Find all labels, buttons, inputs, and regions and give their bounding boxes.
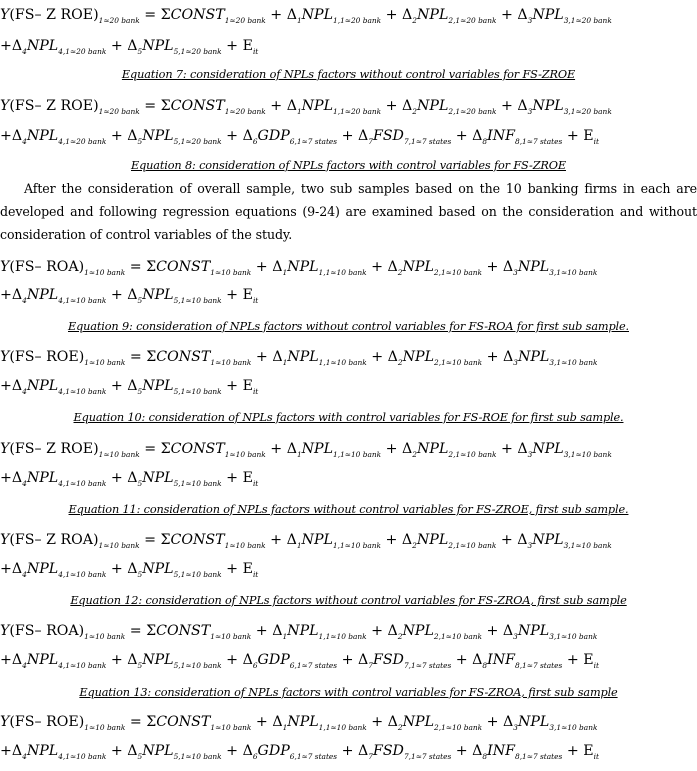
error-term: E: [242, 38, 253, 54]
delta-symbol: Δ: [11, 128, 23, 144]
variable: NPL: [26, 287, 59, 303]
delta-symbol: Δ: [517, 532, 528, 548]
dependent-variable: (FS– ROA): [9, 259, 85, 275]
y-symbol: Y: [0, 714, 10, 730]
variable-subscript: 1,1≈10 bank: [318, 358, 367, 367]
sigma-symbol: Σ: [146, 623, 157, 639]
variable: NPL: [287, 623, 319, 639]
variable-subscript: 3,1≈10 bank: [563, 541, 612, 550]
coef-index: 4: [22, 387, 27, 396]
equation-7-line-1: Y(FS– Z $ROE)_{1\approx 20 bank}$ = $\Sigma CONST_{1\approx 20 bank} + \Delta_1NPL_{1,1\approx 20 bank} + \Delta_2NPL_{2,1\approx 20 bank} + \Delta_3NPL_{3,1\approx 20 bank}$: [0, 7, 612, 25]
delta-symbol: Δ: [272, 623, 283, 639]
coef-index: 3: [513, 632, 518, 641]
delta-symbol: Δ: [517, 98, 528, 114]
variable-subscript: 4,1≈10 bank: [58, 570, 107, 579]
variable: NPL: [287, 259, 319, 275]
variable-subscript: 7,1≈7 states: [403, 752, 452, 761]
coef-index: 1: [282, 268, 288, 277]
error-term: E: [583, 128, 594, 144]
variable: NPL: [532, 441, 564, 457]
variable-subscript: 3,1≈10 bank: [563, 450, 612, 459]
coef-index: 1: [282, 632, 288, 641]
equation-9-line-1: Y(FS– $ROA)_{1\approx 10 bank}$ = $\Sigma CONST_{1\approx 10 bank} + \Delta_1NPL_{1,1\approx 10 bank} + \Delta_2NPL_{2,1\approx 10 bank} + \Delta_3NPL_{3,1\approx 10 bank}$: [0, 259, 598, 277]
coef-index: 4: [22, 752, 27, 761]
y-symbol: Y: [0, 532, 10, 548]
equation-8-caption: Equation 8: consideration of NPLs factors with control variables for FS-ZROE: [131, 159, 566, 172]
variable-subscript: 4,1≈20 bank: [58, 137, 107, 146]
const-term: CONST: [156, 714, 211, 730]
delta-symbol: Δ: [517, 441, 528, 457]
coef-index: 7: [368, 137, 373, 146]
delta-symbol: Δ: [358, 652, 369, 668]
coef-index: 5: [137, 570, 143, 579]
variable: NPL: [301, 98, 334, 114]
variable-subscript: 4,1≈10 bank: [58, 479, 107, 488]
coef-index: 6: [252, 752, 258, 761]
error-subscript: it: [593, 661, 599, 670]
delta-symbol: Δ: [127, 743, 138, 759]
coef-index: 4: [22, 137, 27, 146]
delta-symbol: Δ: [517, 7, 528, 23]
variable: NPL: [26, 128, 59, 144]
variable: NPL: [301, 532, 333, 548]
coef-index: 5: [137, 752, 143, 761]
delta-symbol: Δ: [127, 378, 138, 394]
error-term: E: [242, 287, 253, 303]
const-subscript: 1≈20 bank: [224, 16, 266, 25]
coef-index: 2: [412, 107, 417, 116]
sigma-symbol: Σ: [160, 98, 171, 114]
variable: FSD: [372, 743, 404, 759]
variable-subscript: 7,1≈7 states: [403, 137, 452, 146]
equation-10-caption: Equation 10: consideration of NPLs factors with control variables for FS-ROE for first sub sample.: [73, 411, 624, 424]
dependent-subscript: 1≈10 bank: [98, 450, 140, 459]
coef-index: 8: [482, 137, 488, 146]
variable-subscript: 8,1≈7 states: [515, 752, 563, 761]
variable: NPL: [532, 98, 564, 114]
variable-subscript: 2,1≈10 bank: [433, 268, 482, 277]
equation-7-line-2: $+\Delta_4NPL_{4,1\approx 20 bank} + \Delta_5NPL_{5,1\approx 20 bank} + E_{it}$: [0, 38, 259, 56]
error-term: E: [583, 743, 594, 759]
coef-index: 5: [137, 661, 143, 670]
delta-symbol: Δ: [502, 259, 514, 275]
variable-subscript: 3,1≈10 bank: [549, 358, 598, 367]
variable-subscript: 1,1≈20 bank: [333, 16, 382, 25]
variable-subscript: 5,1≈10 bank: [173, 479, 222, 488]
variable: NPL: [142, 652, 174, 668]
coef-index: 3: [527, 541, 533, 550]
delta-symbol: Δ: [242, 128, 253, 144]
dependent-variable: (FS– Z ROA): [9, 532, 99, 548]
variable-subscript: 3,1≈10 bank: [549, 632, 598, 641]
delta-symbol: Δ: [127, 38, 138, 54]
coef-index: 1: [296, 541, 302, 550]
coef-index: 3: [513, 268, 518, 277]
variable: NPL: [416, 441, 449, 457]
variable-subscript: 6,1≈7 states: [289, 661, 338, 670]
delta-symbol: Δ: [11, 38, 23, 54]
error-term: E: [242, 470, 253, 486]
coef-index: 2: [397, 632, 403, 641]
variable: NPL: [26, 561, 59, 577]
body-paragraph: [0, 177, 697, 246]
variable: FSD: [372, 128, 404, 144]
delta-symbol: Δ: [358, 128, 369, 144]
coef-index: 2: [412, 16, 417, 25]
y-symbol: Y: [0, 259, 10, 275]
variable-subscript: 1,1≈20 bank: [333, 107, 382, 116]
error-subscript: it: [252, 296, 259, 305]
coef-index: 1: [296, 107, 302, 116]
delta-symbol: Δ: [472, 652, 483, 668]
coef-index: 5: [137, 47, 143, 56]
coef-index: 3: [527, 16, 533, 25]
variable: NPL: [416, 532, 449, 548]
variable-subscript: 2,1≈20 bank: [448, 16, 497, 25]
error-subscript: it: [593, 137, 599, 146]
coef-index: 4: [22, 479, 27, 488]
delta-symbol: Δ: [387, 714, 398, 730]
variable-subscript: 1,1≈10 bank: [318, 632, 367, 641]
variable-subscript: 5,1≈20 bank: [173, 47, 222, 56]
equation-7-caption: Equation 7: consideration of NPLs factors without control variables for FS-ZROE: [121, 68, 576, 81]
variable-subscript: 5,1≈10 bank: [173, 661, 222, 670]
dependent-variable: (FS– ROA): [9, 623, 85, 639]
const-term: CONST: [156, 623, 211, 639]
variable-subscript: 5,1≈20 bank: [173, 137, 222, 146]
variable: NPL: [26, 470, 59, 486]
sigma-symbol: Σ: [160, 7, 171, 23]
const-term: CONST: [170, 98, 225, 114]
coef-index: 4: [22, 47, 27, 56]
variable: NPL: [142, 378, 174, 394]
error-term: E: [242, 378, 253, 394]
variable-subscript: 8,1≈7 states: [515, 661, 563, 670]
dependent-variable: (FS– ROE): [9, 349, 85, 365]
coef-index: 8: [482, 661, 488, 670]
coef-index: 2: [397, 358, 403, 367]
variable-subscript: 8,1≈7 states: [515, 137, 563, 146]
variable: NPL: [517, 349, 550, 365]
delta-symbol: Δ: [502, 623, 514, 639]
variable: NPL: [142, 743, 174, 759]
const-subscript: 1≈10 bank: [210, 358, 252, 367]
dependent-subscript: 1≈10 bank: [84, 268, 126, 277]
delta-symbol: Δ: [11, 287, 23, 303]
delta-symbol: Δ: [11, 561, 23, 577]
coef-index: 3: [513, 723, 518, 732]
coef-index: 1: [282, 723, 288, 732]
delta-symbol: Δ: [286, 98, 297, 114]
y-symbol: Y: [0, 349, 10, 365]
dependent-variable: (FS– Z ROE): [9, 98, 99, 114]
const-subscript: 1≈10 bank: [224, 541, 266, 550]
equation-13-line-2: $+\Delta_4NPL_{4,1\approx 10 bank} + \Delta_5NPL_{5,1\approx 10 bank} + \Delta_6GDP_{6,1\approx 7 states} + \Delta_7FSD_{7,1\approx 7 states} + \Delta_8INF_{8,1\approx 7 states} + E_{it}$: [0, 652, 599, 670]
error-subscript: it: [593, 752, 599, 761]
variable: NPL: [26, 38, 59, 54]
dependent-subscript: 1≈20 bank: [98, 107, 140, 116]
delta-symbol: Δ: [272, 714, 283, 730]
variable-subscript: 4,1≈10 bank: [58, 296, 107, 305]
equation-11-line-1: Y(FS– Z $ROE)_{1\approx 10 bank}$ = $\Sigma CONST_{1\approx 10 bank} + \Delta_1NPL_{1,1\approx 10 bank} + \Delta_2NPL_{2,1\approx 10 bank} + \Delta_3NPL_{3,1\approx 10 bank}$: [0, 441, 612, 459]
delta-symbol: Δ: [402, 98, 413, 114]
sigma-symbol: Σ: [146, 714, 157, 730]
variable: NPL: [142, 38, 174, 54]
variable-subscript: 1,1≈10 bank: [333, 450, 382, 459]
coef-index: 4: [22, 296, 27, 305]
variable-subscript: 2,1≈10 bank: [433, 632, 482, 641]
variable: NPL: [26, 743, 59, 759]
variable-subscript: 7,1≈7 states: [403, 661, 452, 670]
delta-symbol: Δ: [127, 470, 138, 486]
const-subscript: 1≈20 bank: [224, 107, 266, 116]
const-term: CONST: [156, 259, 211, 275]
delta-symbol: Δ: [402, 7, 413, 23]
delta-symbol: Δ: [358, 743, 369, 759]
coef-index: 8: [482, 752, 488, 761]
delta-symbol: Δ: [127, 128, 138, 144]
sigma-symbol: Σ: [160, 441, 171, 457]
delta-symbol: Δ: [242, 743, 253, 759]
equation-12-line-1: Y(FS– Z $ROA)_{1\approx 10 bank}$ = $\Sigma CONST_{1\approx 10 bank} + \Delta_1NPL_{1,1\approx 10 bank} + \Delta_2NPL_{2,1\approx 10 bank} + \Delta_3NPL_{3,1\approx 10 bank}$: [0, 532, 612, 550]
coef-index: 7: [368, 752, 373, 761]
equation-13-caption: Equation 13: consideration of NPLs factors with control variables for FS-ZROA, first sub sample: [79, 686, 618, 699]
error-subscript: it: [252, 387, 259, 396]
const-term: CONST: [156, 349, 211, 365]
coef-index: 2: [412, 450, 417, 459]
variable: NPL: [26, 378, 59, 394]
variable-subscript: 1,1≈10 bank: [332, 541, 381, 550]
y-symbol: Y: [0, 623, 10, 639]
coef-index: 4: [22, 570, 27, 579]
dependent-variable: (FS– Z ROE): [9, 441, 99, 457]
y-symbol: Y: [0, 441, 10, 457]
coef-index: 3: [527, 450, 533, 459]
variable-subscript: 2,1≈10 bank: [448, 450, 497, 459]
delta-symbol: Δ: [503, 349, 514, 365]
coef-index: 5: [137, 296, 143, 305]
coef-index: 5: [137, 479, 143, 488]
equation-10-line-2: $+\Delta_4NPL_{4,1\approx 10 bank} + \Delta_5NPL_{5,1\approx 10 bank} + E_{it}$: [0, 378, 259, 396]
y-symbol: Y: [0, 7, 10, 23]
error-subscript: it: [252, 570, 259, 579]
y-symbol: Y: [0, 98, 10, 114]
error-subscript: it: [252, 47, 259, 56]
coef-index: 2: [397, 268, 403, 277]
coef-index: 5: [137, 137, 143, 146]
equation-9-caption: Equation 9: consideration of NPLs factors without control variables for FS-ROA for first sub sample.: [68, 320, 629, 333]
delta-symbol: Δ: [503, 714, 514, 730]
delta-symbol: Δ: [11, 652, 23, 668]
const-subscript: 1≈10 bank: [210, 632, 252, 641]
equation-12-line-2: $+\Delta_4NPL_{4,1\approx 10 bank} + \Delta_5NPL_{5,1\approx 10 bank} + E_{it}$: [0, 561, 259, 579]
variable-subscript: 3,1≈10 bank: [549, 723, 598, 732]
dependent-variable: (FS– ROE): [9, 714, 85, 730]
delta-symbol: Δ: [401, 532, 413, 548]
coef-index: 6: [252, 661, 258, 670]
delta-symbol: Δ: [387, 259, 398, 275]
variable: NPL: [142, 470, 174, 486]
delta-symbol: Δ: [11, 470, 23, 486]
coef-index: 1: [296, 450, 302, 459]
variable: NPL: [301, 7, 334, 23]
coef-index: 1: [282, 358, 288, 367]
variable: GDP: [257, 652, 290, 668]
error-term: E: [242, 561, 253, 577]
delta-symbol: Δ: [127, 287, 138, 303]
delta-symbol: Δ: [472, 128, 483, 144]
sigma-symbol: Σ: [160, 532, 171, 548]
dependent-variable: (FS– Z ROE): [9, 7, 99, 23]
delta-symbol: Δ: [127, 652, 138, 668]
delta-symbol: Δ: [387, 623, 398, 639]
coef-index: 2: [412, 541, 417, 550]
equation-8-line-1: Y(FS– Z $ROE)_{1\approx 20 bank}$ = $\Sigma CONST_{1\approx 20 bank} + \Delta_1NPL_{1,1\approx 20 bank} + \Delta_2NPL_{2,1\approx 20 bank} + \Delta_3NPL_{3,1\approx 20 bank}$: [0, 98, 612, 116]
coef-index: 4: [22, 661, 27, 670]
variable-subscript: 3,1≈20 bank: [563, 107, 612, 116]
equation-9-line-2: $+\Delta_4NPL_{4,1\approx 10 bank} + \Delta_5NPL_{5,1\approx 10 bank} + E_{it}$: [0, 287, 259, 305]
variable-subscript: 4,1≈10 bank: [58, 387, 107, 396]
variable-subscript: 1,1≈10 bank: [318, 268, 367, 277]
equation-8-line-2: $+\Delta_4NPL_{4,1\approx 20 bank} + \Delta_5NPL_{5,1\approx 20 bank} + \Delta_6GDP_{6,1\approx 7 states} + \Delta_7FSD_{7,1\approx 7 states} + \Delta_8INF_{8,1\approx 7 states} + E_{it}$: [0, 128, 599, 146]
variable: FSD: [372, 652, 404, 668]
variable-subscript: 2,1≈10 bank: [434, 723, 483, 732]
variable: NPL: [402, 349, 435, 365]
equation-12-caption: Equation 12: consideration of NPLs factors without control variables for FS-ZROA, first sub sample: [70, 594, 627, 607]
delta-symbol: Δ: [286, 532, 297, 548]
const-term: CONST: [170, 7, 225, 23]
delta-symbol: Δ: [286, 441, 297, 457]
variable: NPL: [532, 7, 564, 23]
equation-13-line-1: Y(FS– $ROA)_{1\approx 10 bank}$ = $\Sigma CONST_{1\approx 10 bank} + \Delta_1NPL_{1,1\approx 10 bank} + \Delta_2NPL_{2,1\approx 10 bank} + \Delta_3NPL_{3,1\approx 10 bank}$: [0, 623, 598, 641]
variable: NPL: [416, 7, 449, 23]
variable-subscript: 5,1≈10 bank: [173, 752, 222, 761]
variable: NPL: [517, 714, 550, 730]
const-term: CONST: [170, 532, 225, 548]
variable-subscript: 4,1≈10 bank: [58, 661, 107, 670]
delta-symbol: Δ: [11, 378, 23, 394]
variable-subscript: 2,1≈10 bank: [434, 358, 483, 367]
variable: GDP: [257, 128, 290, 144]
variable-subscript: 4,1≈20 bank: [58, 47, 107, 56]
paragraph-text: After the consideration of overall sample, two sub samples based on the 10 banking firms in each are developed and following regression equations (9-24) are examined based on the consideration and without consideration of control variables of the study.: [0, 181, 697, 242]
variable-subscript: 3,1≈10 bank: [549, 268, 598, 277]
delta-symbol: Δ: [127, 561, 138, 577]
dependent-subscript: 1≈10 bank: [98, 541, 140, 550]
delta-symbol: Δ: [272, 349, 283, 365]
variable-subscript: 3,1≈20 bank: [563, 16, 612, 25]
dependent-subscript: 1≈10 bank: [84, 723, 126, 732]
variable: NPL: [142, 561, 174, 577]
equation-14-line-2: $+\Delta_4NPL_{4,1\approx 10 bank} + \Delta_5NPL_{5,1\approx 10 bank} + \Delta_6GDP_{6,1\approx 7 states} + \Delta_7FSD_{7,1\approx 7 states} + \Delta_8INF_{8,1\approx 7 states} + E_{it}$: [0, 743, 599, 761]
sigma-symbol: Σ: [146, 349, 157, 365]
const-subscript: 1≈10 bank: [210, 723, 252, 732]
variable-subscript: 2,1≈20 bank: [448, 107, 497, 116]
equation-11-caption: Equation 11: consideration of NPLs factors without control variables for FS-ZROE, first sub sample.: [68, 503, 629, 516]
variable-subscript: 5,1≈10 bank: [173, 387, 222, 396]
dependent-subscript: 1≈20 bank: [98, 16, 140, 25]
variable: NPL: [287, 349, 319, 365]
variable: NPL: [402, 714, 435, 730]
dependent-subscript: 1≈10 bank: [84, 358, 126, 367]
variable: NPL: [402, 259, 434, 275]
variable-subscript: 2,1≈10 bank: [448, 541, 497, 550]
variable-subscript: 6,1≈7 states: [289, 137, 338, 146]
delta-symbol: Δ: [272, 259, 283, 275]
delta-symbol: Δ: [11, 743, 23, 759]
variable: NPL: [26, 652, 59, 668]
variable: INF: [487, 652, 515, 668]
equation-10-line-1: Y(FS– $ROE)_{1\approx 10 bank}$ = $\Sigma CONST_{1\approx 10 bank} + \Delta_1NPL_{1,1\approx 10 bank} + \Delta_2NPL_{2,1\approx 10 bank} + \Delta_3NPL_{3,1\approx 10 bank}$: [0, 349, 598, 367]
sigma-symbol: Σ: [146, 259, 157, 275]
coef-index: 7: [368, 661, 373, 670]
delta-symbol: Δ: [472, 743, 483, 759]
delta-symbol: Δ: [286, 7, 297, 23]
variable: NPL: [402, 623, 434, 639]
variable-subscript: 1,1≈10 bank: [318, 723, 367, 732]
equation-14-line-1: Y(FS– $ROE)_{1\approx 10 bank}$ = $\Sigma CONST_{1\approx 10 bank} + \Delta_1NPL_{1,1\approx 10 bank} + \Delta_2NPL_{2,1\approx 10 bank} + \Delta_3NPL_{3,1\approx 10 bank}$: [0, 714, 598, 732]
const-subscript: 1≈10 bank: [224, 450, 266, 459]
coef-index: 5: [137, 387, 143, 396]
variable: GDP: [257, 743, 290, 759]
variable-subscript: 5,1≈10 bank: [173, 570, 222, 579]
coef-index: 3: [527, 107, 533, 116]
equation-11-line-2: $+\Delta_4NPL_{4,1\approx 10 bank} + \Delta_5NPL_{5,1\approx 10 bank} + E_{it}$: [0, 470, 259, 488]
coef-index: 2: [397, 723, 403, 732]
variable: INF: [487, 128, 515, 144]
const-term: CONST: [170, 441, 225, 457]
variable: NPL: [287, 714, 319, 730]
variable-subscript: 5,1≈10 bank: [173, 296, 222, 305]
variable: NPL: [532, 532, 564, 548]
dependent-subscript: 1≈10 bank: [84, 632, 126, 641]
coef-index: 3: [513, 358, 518, 367]
variable: NPL: [142, 128, 174, 144]
variable: NPL: [517, 623, 550, 639]
variable: INF: [487, 743, 515, 759]
coef-index: 6: [252, 137, 258, 146]
variable: NPL: [142, 287, 174, 303]
const-subscript: 1≈10 bank: [210, 268, 252, 277]
error-term: E: [583, 652, 594, 668]
coef-index: 1: [296, 16, 302, 25]
variable-subscript: 4,1≈10 bank: [58, 752, 107, 761]
variable: NPL: [517, 259, 550, 275]
delta-symbol: Δ: [242, 652, 253, 668]
variable: NPL: [301, 441, 334, 457]
variable: NPL: [416, 98, 449, 114]
variable-subscript: 6,1≈7 states: [289, 752, 338, 761]
delta-symbol: Δ: [387, 349, 398, 365]
delta-symbol: Δ: [402, 441, 413, 457]
error-subscript: it: [252, 479, 259, 488]
